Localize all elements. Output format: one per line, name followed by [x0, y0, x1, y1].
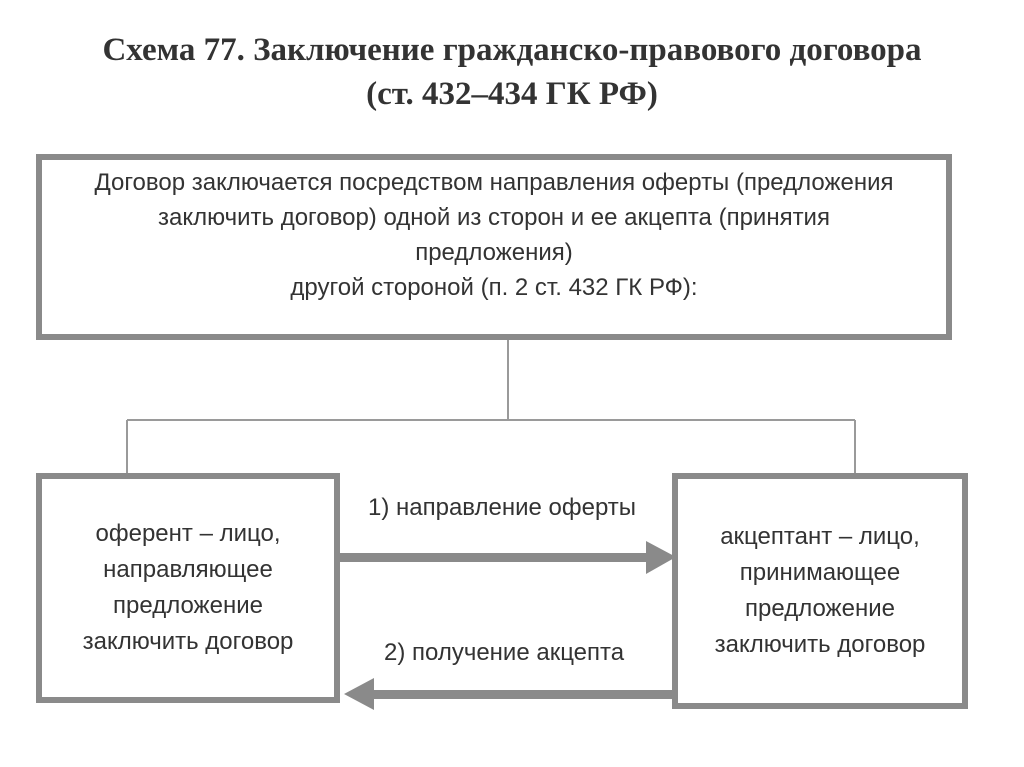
acceptance-arrow-label: 2) получение акцепта — [384, 639, 625, 666]
offer-arrow — [340, 541, 676, 574]
offer-arrow-shaft — [340, 553, 648, 562]
acceptor-text: акцептант – лицо, принимающее предложение заключить договор — [714, 523, 926, 658]
diagram-title-line-2: (ст. 432–434 ГК РФ) — [366, 76, 658, 112]
diagram-title-line-1: Схема 77. Заключение гражданско-правового договора — [102, 32, 922, 68]
acceptance-arrow — [344, 678, 672, 710]
definition-text: Договор заключается посредством направления оферты (предложения заключить договор) одной из сторон и ее акцепта (принятия предложения) другой стороной (п. 2 ст. 432 ГК РФ): — [94, 169, 894, 301]
acceptor-box — [672, 473, 968, 709]
offer-arrow-label: 1) направление оферты — [368, 494, 637, 521]
definition-box — [36, 154, 952, 340]
acceptance-arrow-head — [344, 678, 374, 710]
offerer-text: оферент – лицо, направляющее предложение заключить договор — [82, 520, 294, 655]
acceptance-arrow-shaft — [372, 690, 672, 699]
offerer-box — [36, 473, 340, 703]
